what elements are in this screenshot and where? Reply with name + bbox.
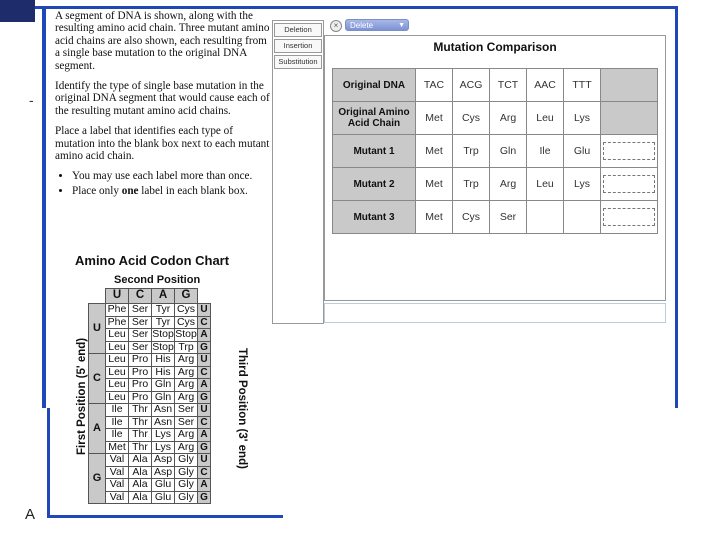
codon-cell: Val <box>106 466 129 479</box>
codon-cell: Leu <box>106 341 129 354</box>
codon-cell: Pro <box>129 354 152 367</box>
codon-cell: Thr <box>129 441 152 454</box>
codon-cell: Stop <box>175 328 197 340</box>
mutation-drop-cell <box>601 201 658 234</box>
first-position-u: U <box>89 304 106 354</box>
codon-cell: Gly <box>175 466 198 479</box>
first-position-g: G <box>89 454 106 504</box>
codon-cell: Gln <box>152 379 175 392</box>
insertion-label[interactable]: Insertion <box>274 39 322 53</box>
codon-cell: Ser <box>129 329 152 342</box>
codon-cell: Leu <box>106 354 129 367</box>
third-position-base: G <box>198 491 211 504</box>
third-position-base: G <box>198 391 211 404</box>
close-icon[interactable]: × <box>330 20 342 32</box>
codon-cell: Arg <box>175 354 198 367</box>
second-position-c: C <box>129 289 152 304</box>
codon-cell: Tyr <box>152 316 175 329</box>
mutation-cell: Leu <box>527 102 564 135</box>
codon-cell: Cys <box>175 304 198 317</box>
codon-cell: Asn <box>152 416 175 429</box>
mutation-cell <box>527 201 564 234</box>
codon-cell: Leu <box>106 329 129 342</box>
codon-cell: Lys <box>152 429 175 442</box>
label-palette <box>272 20 324 324</box>
delete-dropdown-label: Delete <box>350 21 374 30</box>
third-position-base: C <box>198 416 211 429</box>
codon-cell: Ile <box>106 416 129 429</box>
codon-cell: Ser <box>129 304 152 317</box>
codon-cell: Asp <box>152 466 175 479</box>
first-position-c: C <box>89 354 106 404</box>
codon-cell: Thr <box>129 429 152 442</box>
mutation-row <box>333 135 658 168</box>
third-position-base: U <box>198 454 211 467</box>
codon-row <box>89 429 211 442</box>
mutation-cell: Met <box>416 102 453 135</box>
mutation-cell: Lys <box>564 102 601 135</box>
instructions-paragraph-2: Identify the type of single base mutation in the original DNA segment that would cause each of the resulting mutant amino acid chains. <box>55 80 270 117</box>
third-position-base: A <box>198 329 211 342</box>
mutation-cell: Leu <box>527 168 564 201</box>
mutation-drop-cell <box>601 168 658 201</box>
codon-cell: Gln <box>152 391 175 404</box>
codon-row <box>89 441 211 454</box>
codon-cell: Arg <box>175 391 198 404</box>
codon-row <box>89 416 211 429</box>
mutation-cell: Trp <box>453 168 490 201</box>
mutation-workspace <box>324 35 666 301</box>
codon-cell: Gly <box>175 454 198 467</box>
mutation-row-label: Mutant 2 <box>333 168 416 201</box>
first-position-label: First Position (5' end) <box>76 337 88 455</box>
mutation-cell: Met <box>416 168 453 201</box>
mutation-comparison-table <box>332 68 658 234</box>
second-position-u: U <box>106 289 129 304</box>
codon-cell: Ser <box>175 404 198 417</box>
codon-row <box>89 466 211 479</box>
codon-cell: Val <box>106 479 129 492</box>
instructions-paragraph-1: A segment of DNA is shown, along with the resulting amino acid chain. Three mutant amino acid chains are also shown, each resulting from a single base mutation to the original DNA segment. <box>55 10 270 72</box>
frame-top-border <box>35 6 678 9</box>
codon-cell: Thr <box>129 416 152 429</box>
codon-cell: Ala <box>129 454 152 467</box>
codon-cell: Arg <box>175 429 198 442</box>
codon-row <box>89 391 211 404</box>
substitution-label[interactable]: Substitution <box>274 55 322 69</box>
codon-cell: Phe <box>106 304 129 317</box>
instructions-paragraph-3: Place a label that identifies each type of mutation into the blank box next to each mutant amino acid chain. <box>55 125 270 163</box>
chevron-down-icon: ▼ <box>398 22 405 29</box>
codon-row <box>89 316 211 329</box>
feedback-bar <box>324 303 666 323</box>
mutation-cell: Met <box>416 201 453 234</box>
third-position-base: A <box>198 379 211 392</box>
codon-row <box>89 329 211 342</box>
mutation-cell: ACG <box>453 69 490 102</box>
mutation-row-label: Original DNA <box>333 69 416 102</box>
second-position-g: G <box>175 289 198 304</box>
codon-cell: Pro <box>129 366 152 379</box>
delete-dropdown[interactable] <box>345 19 409 31</box>
mutation-row <box>333 102 658 135</box>
codon-cell: Pro <box>129 391 152 404</box>
mutation-cell: Met <box>416 135 453 168</box>
mutation-cell: TTT <box>564 69 601 102</box>
codon-cell: His <box>152 354 175 367</box>
codon-row <box>89 366 211 379</box>
mutation-cell: Trp <box>453 135 490 168</box>
bullet-2-bold: one <box>121 184 139 197</box>
codon-row <box>89 379 211 392</box>
dash-mark: - <box>29 92 34 108</box>
codon-cell: Thr <box>129 404 152 417</box>
mutation-cell: Arg <box>490 102 527 135</box>
mutation-empty-cell <box>601 69 658 102</box>
third-position-base: G <box>198 441 211 454</box>
mutation-cell: TCT <box>490 69 527 102</box>
instructions-bullets <box>54 170 270 197</box>
codon-corner-right <box>198 289 211 304</box>
mutation-cell: Cys <box>453 201 490 234</box>
mutation-cell: Ser <box>490 201 527 234</box>
codon-cell: Ser <box>129 341 152 354</box>
codon-row <box>89 454 211 467</box>
third-position-base: C <box>198 366 211 379</box>
codon-row <box>89 479 211 492</box>
second-position-label: Second Position <box>114 274 201 286</box>
mutation-row <box>333 168 658 201</box>
third-position-base: A <box>198 429 211 442</box>
codon-cell: Pro <box>129 379 152 392</box>
mutation-cell: Arg <box>490 168 527 201</box>
third-position-base: U <box>198 304 211 317</box>
codon-corner <box>89 289 106 304</box>
codon-cell: Stop <box>152 340 174 353</box>
instructions-bullet-2 <box>72 185 270 197</box>
codon-cell: Leu <box>106 366 129 379</box>
first-position-a: A <box>89 404 106 454</box>
instructions-bullet-1: • You may use each label more than once. <box>72 170 270 182</box>
mutation-cell: Lys <box>564 168 601 201</box>
mutation-cell <box>564 201 601 234</box>
codon-cell: Ala <box>129 479 152 492</box>
mutation-row-label: Original Amino Acid Chain <box>333 102 416 135</box>
codon-cell: Ala <box>129 466 152 479</box>
codon-row <box>89 341 211 354</box>
codon-cell: Ser <box>175 416 198 429</box>
codon-cell: Leu <box>106 379 129 392</box>
codon-chart-table <box>88 288 211 504</box>
codon-row <box>89 354 211 367</box>
third-position-base: U <box>198 354 211 367</box>
mutant-3-drop-box[interactable] <box>603 208 655 226</box>
codon-cell: Stop <box>152 328 174 340</box>
slide-top-bar <box>0 0 35 22</box>
mutation-cell: Ile <box>527 135 564 168</box>
codon-cell: Asn <box>152 404 175 417</box>
second-position-a: A <box>152 289 175 304</box>
mutation-empty-cell <box>601 102 658 135</box>
codon-cell: Cys <box>175 316 198 329</box>
codon-row <box>89 404 211 417</box>
bullet-2-post: label in each blank box. <box>138 184 248 197</box>
codon-cell: Asp <box>152 454 175 467</box>
bullet-2-pre: Place only <box>72 184 122 197</box>
mutant-1-drop-box[interactable] <box>603 142 655 160</box>
frame-bottom-border <box>47 515 283 518</box>
codon-cell: His <box>152 366 175 379</box>
codon-row <box>89 491 211 504</box>
codon-cell: Gly <box>175 479 198 492</box>
codon-cell: Val <box>106 454 129 467</box>
codon-cell: Glu <box>152 491 175 504</box>
codon-cell: Gly <box>175 491 198 504</box>
third-position-label: Third Position (3' end) <box>236 348 248 469</box>
mutation-comparison-title: Mutation Comparison <box>433 40 557 54</box>
mutation-row <box>333 201 658 234</box>
deletion-label[interactable]: Deletion <box>274 23 322 37</box>
third-position-base: C <box>198 316 211 329</box>
codon-cell: Met <box>106 441 129 454</box>
mutation-cell: AAC <box>527 69 564 102</box>
third-position-base: C <box>198 466 211 479</box>
codon-row <box>89 304 211 317</box>
codon-cell: Val <box>106 491 129 504</box>
corner-letter: A <box>25 506 36 523</box>
mutation-cell: Cys <box>453 102 490 135</box>
codon-cell: Ile <box>106 404 129 417</box>
mutation-row <box>333 69 658 102</box>
codon-cell: Lys <box>152 441 175 454</box>
codon-cell: Arg <box>175 379 198 392</box>
third-position-base: A <box>198 479 211 492</box>
codon-cell: Ile <box>106 429 129 442</box>
codon-cell: Tyr <box>152 304 175 317</box>
mutant-2-drop-box[interactable] <box>603 175 655 193</box>
frame-right-border <box>675 6 678 408</box>
codon-cell: Arg <box>175 441 198 454</box>
codon-cell: Glu <box>152 479 175 492</box>
mutation-cell: TAC <box>416 69 453 102</box>
codon-cell: Ser <box>129 316 152 329</box>
codon-cell: Leu <box>106 391 129 404</box>
codon-cell: Arg <box>175 366 198 379</box>
third-position-base: U <box>198 404 211 417</box>
mutation-row-label: Mutant 3 <box>333 201 416 234</box>
codon-chart-title: Amino Acid Codon Chart <box>75 253 230 268</box>
mutation-row-label: Mutant 1 <box>333 135 416 168</box>
frame-left-border <box>42 6 46 408</box>
codon-cell: Ala <box>129 491 152 504</box>
mutation-drop-cell <box>601 135 658 168</box>
mutation-cell: Glu <box>564 135 601 168</box>
codon-cell: Trp <box>175 341 198 354</box>
codon-cell: Phe <box>106 316 129 329</box>
third-position-base: G <box>198 341 211 354</box>
mutation-cell: Gln <box>490 135 527 168</box>
